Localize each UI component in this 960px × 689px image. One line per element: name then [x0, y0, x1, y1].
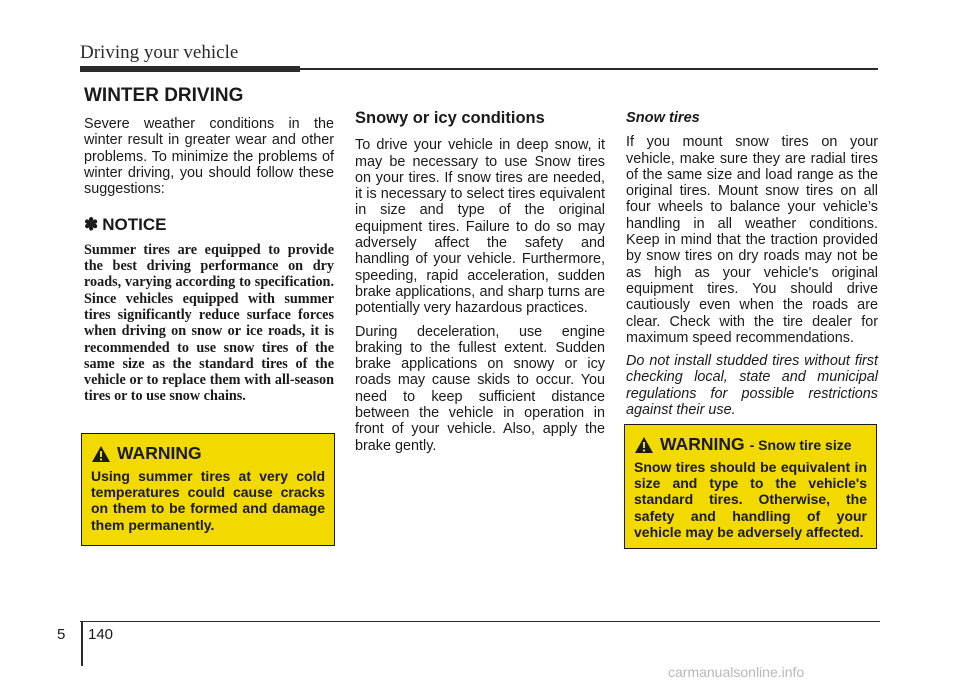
warning-triangle-icon	[91, 445, 111, 463]
snow-tires-heading: Snow tires	[626, 110, 700, 126]
warning-text: Snow tires should be equivalent in size and type to the vehicle's standard tires. Otherwise, the safety and handling of your vehicle may be adversely affected.	[634, 459, 867, 540]
notice-title: NOTICE	[102, 215, 167, 235]
page-number: 140	[88, 626, 114, 643]
warning-box-summer-tires	[81, 433, 335, 546]
warning-box-snow-tire-size	[624, 424, 877, 549]
footer-separator	[81, 621, 83, 666]
warning-header	[91, 443, 325, 464]
snowy-icy-heading: Snowy or icy conditions	[355, 109, 545, 127]
column-left	[84, 116, 334, 405]
chapter-number: 5	[57, 626, 66, 643]
warning-label: WARNING	[117, 443, 202, 463]
snow-tires-paragraph-1: If you mount snow tires on your vehicle, make sure they are radial tires of the same size and load range as the original tires. Mount snow tires on all four wheels to balance your vehicle’s handling in all weather conditions. Keep in mind that the traction provided by snow tires on dry roads may not be as high as your vehicle's original equipment tires. You should drive cautiously even when the roads are clear. Check with the tire dealer for maximum speed recommendations.	[626, 134, 878, 346]
warning-triangle-icon	[634, 436, 654, 454]
page-header-title: Driving your vehicle	[80, 42, 239, 63]
warning-text: Using summer tires at very cold temperatures could cause cracks on them to be formed and damage them permanently.	[91, 468, 325, 533]
footer-rule	[80, 621, 880, 622]
snowy-paragraph-2: During deceleration, use engine braking to the fullest extent. Sudden brake applications on snowy or icy roads may cause skids to occur. You need to keep sufficient distance between the vehicle in operation in front of your vehicle. Also, apply the brake gently.	[355, 323, 605, 454]
intro-paragraph: Severe weather conditions in the winter result in greater wear and other problems. To minimize the problems of winter driving, you should follow these suggestions:	[84, 116, 334, 198]
notice-symbol-icon: ✽	[84, 215, 99, 235]
warning-label: WARNING	[660, 434, 745, 454]
section-title: WINTER DRIVING	[84, 85, 244, 106]
notice-heading	[84, 217, 334, 233]
notice-text: Summer tires are equipped to provide the best driving performance on dry roads, varying according to specification. Since vehicles equipped with summer tires significantly reduce surface forces when driving on snow or ice roads, it is recommended to use snow tires of the same size as the standard tires of the vehicle or to replace them with all-season tires or to use snow chains.	[84, 241, 334, 405]
column-middle	[355, 110, 605, 461]
snow-tires-paragraph-2: Do not install studded tires without first checking local, state and municipal regulations for possible restrictions against their use.	[626, 353, 878, 419]
header-bar	[80, 66, 300, 72]
snowy-paragraph-1: To drive your vehicle in deep snow, it may be necessary to use Snow tires on your tires. If snow tires are needed, it is necessary to select tires equivalent in size and type of the original equipment tires. Failure to do so may adversely affect the safety and handling of your vehicle. Furthermore, speeding, rapid acceleration, sudden brake applications, and sharp turns are potentially very hazardous practices.	[355, 137, 605, 317]
warning-header	[634, 434, 867, 455]
header-rule	[300, 68, 878, 70]
column-right	[626, 110, 878, 425]
watermark-text: carmanualsonline.info	[668, 664, 805, 680]
warning-subtitle: - Snow tire size	[749, 437, 852, 453]
